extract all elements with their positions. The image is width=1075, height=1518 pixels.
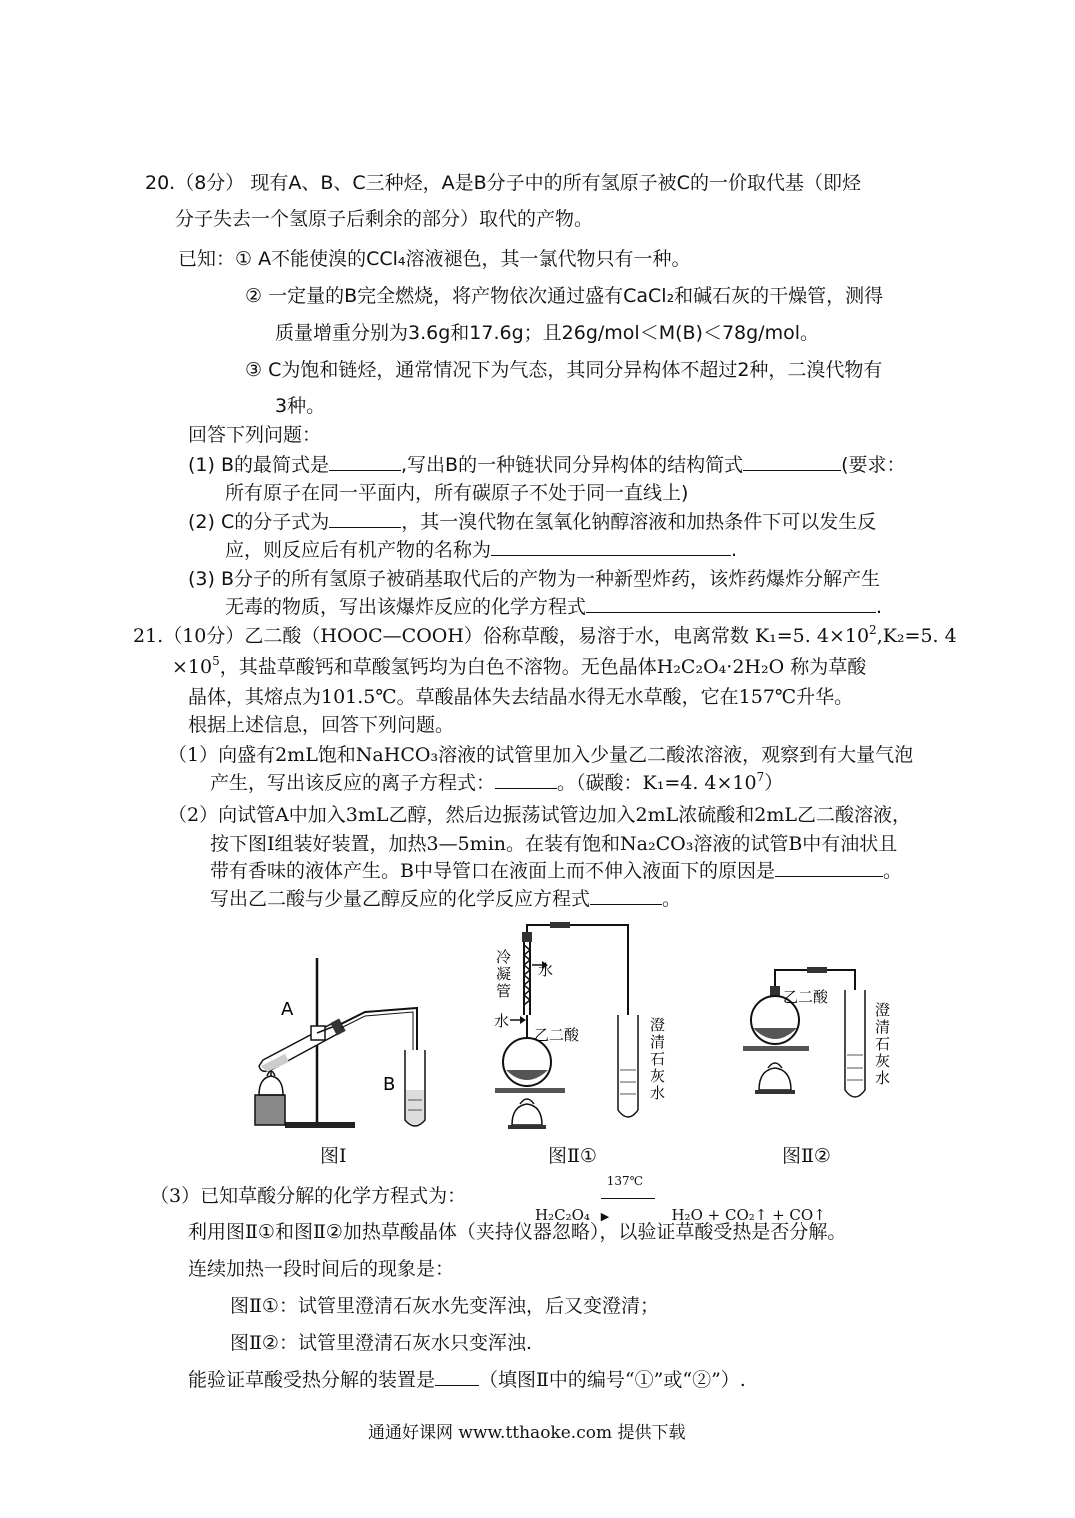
q20-p1-blank-structure[interactable] — [743, 452, 841, 471]
q21-sub3-f-pre: 能验证草酸受热分解的装置是 — [188, 1369, 436, 1391]
figure-2-1-caption: 图Ⅱ① — [548, 1145, 597, 1167]
q20-p2-post: ，其一溴代物在氢氧化钠醇溶液和加热条件下可以发生反 — [401, 511, 877, 533]
q21-line2-b: ，其盐草酸钙和草酸氢钙均为白色不溶物。无色晶体H₂C₂O₄·2H₂O 称为草酸 — [219, 656, 867, 678]
figure-2-1-condenser-text-char: 管 — [496, 982, 512, 1000]
q20-known-1: 已知：① A不能使溴的CCl₄溶液褪色，其一氯代物只有一种。 — [178, 248, 691, 270]
q20-p2-blank-formula[interactable] — [329, 509, 401, 528]
equation-reactant: H₂C₂O₄ — [535, 1206, 590, 1224]
q21-line2-a: ×10 — [172, 656, 213, 678]
q21-sub2-line2: 按下图Ⅰ组装好装置，加热3—5min。在装有饱和Na₂CO₃溶液的试管B中有油状且 — [210, 833, 898, 855]
q20-known-2a: ② 一定量的B完全燃烧，将产物依次通过盛有CaCl₂和碱石灰的干燥管，测得 — [245, 285, 884, 307]
q21-sub3-f-post: （填图Ⅱ中的编号“①”或“②”）. — [479, 1369, 746, 1391]
q21-sub3-line2: 利用图Ⅱ①和图Ⅱ②加热草酸晶体（夹持仪器忽略），以验证草酸受热是否分解。 — [188, 1221, 847, 1243]
q20-known-3b: 3种。 — [275, 395, 326, 417]
equation-arrow: 137℃ ▶ — [601, 1188, 661, 1224]
figure-2-2-lime-text-char: 石 — [875, 1035, 891, 1053]
q20-p2-pre: (2) C的分子式为 — [188, 511, 330, 533]
equation-products: H₂O + CO₂↑ + CO↑ — [671, 1206, 826, 1224]
q21-sub1-line1: （1）向盛有2mL饱和NaHCO₃溶液的试管里加入少量乙二酸浓溶液，观察到有大量气泡 — [168, 744, 914, 766]
q21-sub1-exp: 7 — [756, 770, 765, 784]
q20-p1-blank-formula[interactable] — [329, 452, 401, 471]
q21-sub2-line4 — [210, 886, 681, 912]
figure-1-label-b: B — [383, 1074, 396, 1095]
q21-sub2-blank-reason[interactable] — [775, 858, 883, 877]
figure-2-1-apparatus — [490, 920, 680, 1145]
q21-sub1-blank-ionic[interactable] — [495, 770, 557, 789]
q20-part3-line1: (3) B分子的所有氢原子被硝基取代后的产物为一种新型炸药，该炸药爆炸分解产生 — [188, 568, 880, 590]
figure-2-2-lime-text-char: 清 — [875, 1018, 891, 1036]
q21-sub2-d-post: 。 — [662, 888, 682, 910]
figure-2-2-acid: 乙二酸 — [783, 988, 829, 1006]
q21-sub3-line5: 图Ⅱ②：试管里澄清石灰水只变浑浊. — [230, 1332, 532, 1354]
q20-part1-line1 — [188, 452, 906, 478]
q20-p1-post: (要求： — [841, 454, 906, 476]
q21-line1-b: ,K₂=5. 4 — [876, 625, 957, 647]
q21-line1-text: 21.（10分）乙二酸（HOOC—COOH）俗称草酸，易溶于水，电离常数 K₁=5. 4×10 — [133, 625, 870, 647]
q20-part2-line1 — [188, 509, 876, 535]
q21-sub1-pre: 产生，写出该反应的离子方程式： — [210, 772, 496, 794]
q20-p2b-pre: 应，则反应后有机产物的名称为 — [225, 539, 492, 561]
q21-sub1-post: 。（碳酸：K₁=4. 4×10 — [557, 772, 757, 794]
q21-sub2-c-pre: 带有香味的液体产生。B中导管口在液面上而不伸入液面下的原因是 — [210, 860, 775, 882]
q21-line1 — [133, 623, 957, 649]
figure-2-1-condenser-text-char: 凝 — [496, 965, 512, 983]
q20-part1-line2: 所有原子在同一平面内，所有碳原子不处于同一直线上) — [225, 482, 689, 504]
q20-part2-line2 — [225, 537, 737, 563]
figure-2-2-caption: 图Ⅱ② — [782, 1145, 831, 1167]
figure-2-1-lime-text-char: 澄 — [650, 1016, 666, 1034]
q21-sub2-blank-equation[interactable] — [590, 886, 662, 905]
q20-p2b-post: . — [731, 539, 738, 561]
q20-known-3a: ③ C为饱和链烃，通常情况下为气态，其同分异构体不超过2种，二溴代物有 — [245, 359, 883, 381]
figure-2-1-water-out: 水 — [538, 961, 554, 979]
q21-sub2-d-pre: 写出乙二酸与少量乙醇反应的化学反应方程式 — [210, 888, 591, 910]
q21-sub2-c-post: 。 — [882, 860, 902, 882]
q20-p2-blank-name[interactable] — [491, 537, 731, 556]
q21-line1-exp: 2 — [869, 623, 877, 637]
q20-title: 20.（8分） 现有A、B、C三种烃，A是B分子中的所有氢原子被C的一价取代基（即烃 — [145, 172, 861, 194]
q21-sub3-blank-device[interactable] — [435, 1367, 479, 1386]
equation-condition: 137℃ — [606, 1174, 644, 1188]
figure-2-1-lime-text-char: 石 — [650, 1050, 666, 1068]
q20-p3-blank-equation[interactable] — [586, 594, 876, 613]
figure-2-2-apparatus — [735, 960, 905, 1120]
q20-prompt: 回答下列问题： — [188, 424, 322, 446]
figure-2-2-lime-text-char: 灰 — [875, 1052, 891, 1070]
q20-p1-pre: (1) B的最简式是 — [188, 454, 329, 476]
figure-2-1-lime-text-char: 灰 — [650, 1067, 666, 1085]
figure-2-1-lime — [650, 1016, 665, 1102]
q20-known-2b: 质量增重分别为3.6g和17.6g；且26g/mol＜M(B)＜78g/mol。 — [275, 322, 819, 344]
figure-2-1-acid: 乙二酸 — [534, 1026, 580, 1044]
figure-2-2-lime — [875, 1001, 890, 1087]
q21-sub3-line3: 连续加热一段时间后的现象是： — [188, 1258, 455, 1280]
figure-1-label-a: A — [281, 999, 294, 1020]
q20-part3-line2 — [225, 594, 882, 620]
figure-2-1-water-in: 水 — [494, 1012, 510, 1030]
figure-2-1-condenser-text-char: 冷 — [496, 948, 512, 966]
figure-2-1-lime-text-char: 水 — [650, 1084, 666, 1102]
page-footer: 通通好课网 www.tthaoke.com 提供下载 — [368, 1423, 686, 1443]
q21-sub2-line1: （2）向试管A中加入3mL乙醇，然后边振荡试管边加入2mL浓硫酸和2mL乙二酸溶液， — [168, 804, 911, 826]
q21-line3: 晶体，其熔点为101.5℃。草酸晶体失去结晶水得无水草酸，它在157℃升华。 — [188, 686, 854, 708]
figure-2-2-lime-text-char: 水 — [875, 1069, 891, 1087]
q21-line2 — [172, 654, 866, 680]
figure-1-apparatus — [245, 950, 445, 1140]
figure-2-2-lime-text-char: 澄 — [875, 1001, 891, 1019]
figure-2-1-lime-text-char: 清 — [650, 1033, 666, 1051]
q21-line2-exp: 5 — [212, 654, 220, 668]
q21-line4: 根据上述信息，回答下列问题。 — [188, 714, 455, 736]
q21-sub3-line4: 图Ⅱ①：试管里澄清石灰水先变浑浊，后又变澄清； — [230, 1295, 659, 1317]
figure-2-1-condenser — [496, 948, 511, 1000]
q20-title-cont: 分子失去一个氢原子后剩余的部分）取代的产物。 — [175, 208, 594, 230]
q21-sub1-line2 — [210, 770, 783, 796]
q20-p1-mid: ,写出B的一种链状同分异构体的结构简式 — [401, 454, 744, 476]
q21-sub2-line3 — [210, 858, 902, 884]
figure-1-caption: 图Ⅰ — [320, 1145, 347, 1167]
q21-sub3-line6 — [188, 1367, 746, 1393]
q21-sub3-line1: （3）已知草酸分解的化学方程式为： — [150, 1185, 467, 1207]
q20-p3b-post: . — [876, 596, 883, 618]
q20-p3b-pre: 无毒的物质，写出该爆炸反应的化学方程式 — [225, 596, 587, 618]
q21-sub1-end: ） — [764, 772, 784, 794]
